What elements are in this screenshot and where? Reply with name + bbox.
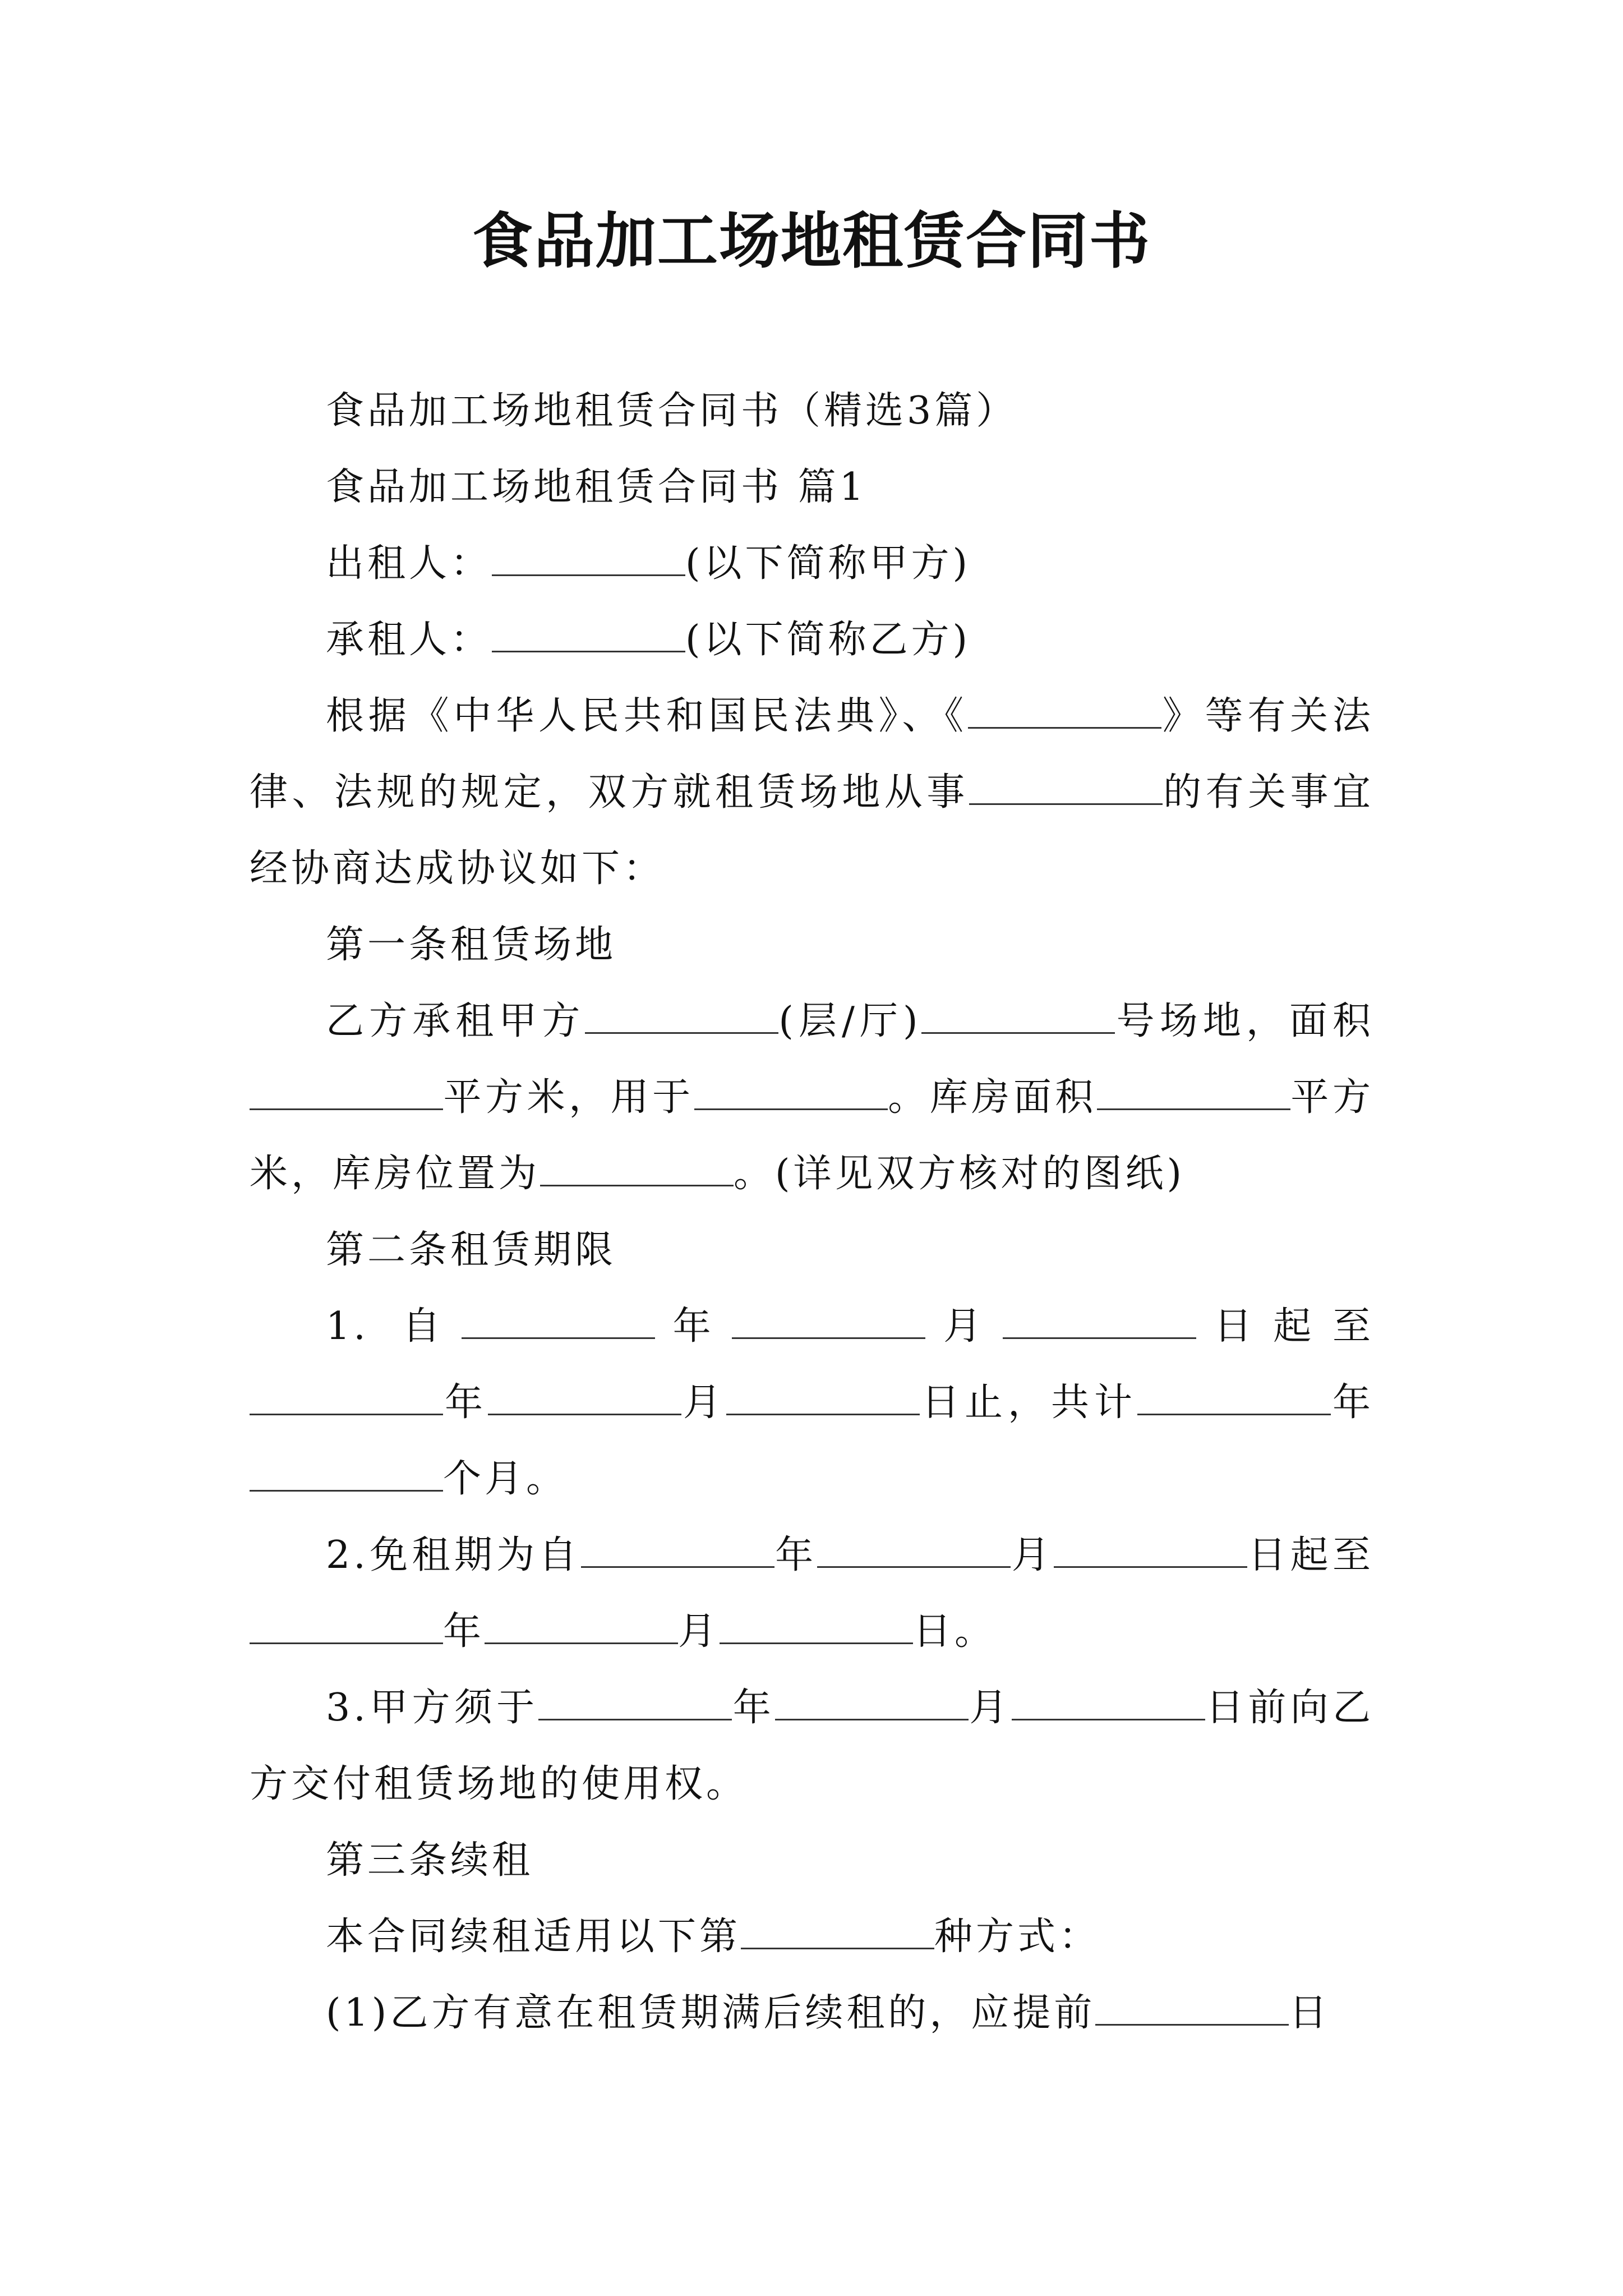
text: 月: [1011, 1533, 1054, 1577]
fill-blank: [462, 1304, 655, 1339]
section-heading-part1: [250, 449, 1374, 526]
text: 日前向乙方交付租赁场地的使用权。: [250, 1686, 1374, 1806]
fill-blank: [492, 541, 685, 576]
fill-blank: [1097, 1075, 1290, 1110]
fill-blank: [775, 1685, 969, 1720]
text: 日止，共计: [920, 1381, 1137, 1425]
text: (1)乙方有意在租赁期满后续租的，应提前: [326, 1991, 1096, 2035]
fill-blank: [485, 1609, 678, 1644]
text: 。(详见双方核对的图纸): [734, 1152, 1186, 1196]
text: 月: [681, 1381, 726, 1425]
fill-blank: [250, 1609, 443, 1644]
text: 日。: [913, 1609, 997, 1654]
text: 日: [1289, 1991, 1331, 2035]
text: 月: [925, 1304, 1003, 1349]
legal-basis-paragraph: [250, 678, 1374, 907]
article-2-item-1: [250, 1289, 1374, 1517]
fill-blank: [492, 617, 685, 652]
text: 年: [443, 1381, 488, 1425]
article-2-heading: [250, 1212, 1374, 1289]
fill-blank: [694, 1075, 888, 1110]
text: 3.甲方须于: [326, 1686, 539, 1730]
fill-blank: [250, 1456, 443, 1492]
text: 个月。: [443, 1457, 568, 1501]
text: 的有关事宜经协商达成协议如下：: [250, 770, 1374, 891]
fill-blank: [732, 1304, 925, 1339]
text: 。库房面积: [887, 1075, 1097, 1120]
fill-blank: [488, 1380, 681, 1415]
text: 年: [732, 1686, 776, 1730]
text: 出租人：: [326, 541, 492, 586]
fill-blank: [250, 1075, 443, 1110]
article-1-heading: [250, 907, 1374, 983]
text: 1. 自: [326, 1304, 462, 1349]
fill-blank: [1095, 1990, 1289, 2026]
text: 年: [774, 1533, 818, 1577]
text: 月: [678, 1609, 720, 1654]
text: 本合同续租适用以下第: [326, 1915, 741, 1959]
fill-blank: [1012, 1685, 1205, 1720]
text: 乙方承租甲方: [326, 999, 585, 1043]
article-3-heading: [250, 1823, 1374, 1899]
text: 第二条租赁期限: [326, 1228, 617, 1272]
article-2-item-3: [250, 1670, 1374, 1823]
text: 根据《中华人民共和国民法典》、《: [326, 694, 968, 738]
article-3-intro: [250, 1899, 1374, 1975]
lessee-line: [250, 602, 1374, 678]
text: 种方式：: [934, 1915, 1101, 1959]
fill-blank: [1137, 1380, 1331, 1415]
text: 号场地，面积: [1114, 999, 1374, 1043]
fill-blank: [538, 1685, 732, 1720]
article-2-item-2: [250, 1517, 1374, 1670]
text: 平方米，库房位置为: [250, 1075, 1374, 1196]
text: 年: [443, 1609, 485, 1654]
subtitle-selected: [250, 373, 1374, 449]
fill-blank: [1003, 1304, 1196, 1339]
fill-blank: [581, 1533, 774, 1568]
document-title: 食品加工场地租赁合同书: [472, 206, 1151, 277]
fill-blank: [726, 1380, 920, 1415]
text: 年: [1330, 1381, 1374, 1425]
text: 2.免租期为自: [326, 1533, 581, 1577]
fill-blank: [585, 999, 778, 1034]
text: 日起至: [1196, 1304, 1374, 1349]
fill-blank: [968, 693, 1161, 729]
text: 》等有关法律、法规的规定，双方就租赁场地从事: [250, 694, 1374, 815]
fill-blank: [250, 1380, 443, 1415]
text: 日起至: [1247, 1533, 1374, 1577]
text: 食品加工场地租赁合同书（精选3篇）: [326, 389, 1018, 433]
fill-blank: [540, 1151, 734, 1186]
text: 食品加工场地租赁合同书 篇1: [326, 465, 867, 509]
text: (以下简称乙方): [685, 618, 971, 662]
fill-blank: [969, 770, 1163, 805]
fill-blank: [720, 1609, 913, 1644]
fill-blank: [817, 1533, 1011, 1568]
text: 年: [654, 1304, 732, 1349]
text: 月: [969, 1686, 1012, 1730]
fill-blank: [921, 999, 1115, 1034]
lessor-line: [250, 526, 1374, 602]
fill-blank: [1054, 1533, 1247, 1568]
article-1-paragraph: [250, 983, 1374, 1212]
text: (以下简称甲方): [685, 541, 971, 586]
document-body: [250, 373, 1374, 2051]
text: 承租人：: [326, 618, 492, 662]
text: 第三条续租: [326, 1838, 534, 1883]
text: (层/厅): [778, 999, 921, 1043]
article-3-option-1: [250, 1975, 1374, 2051]
text: 第一条租赁场地: [326, 923, 617, 967]
text: 平方米，用于: [443, 1075, 694, 1120]
fill-blank: [741, 1914, 934, 1949]
